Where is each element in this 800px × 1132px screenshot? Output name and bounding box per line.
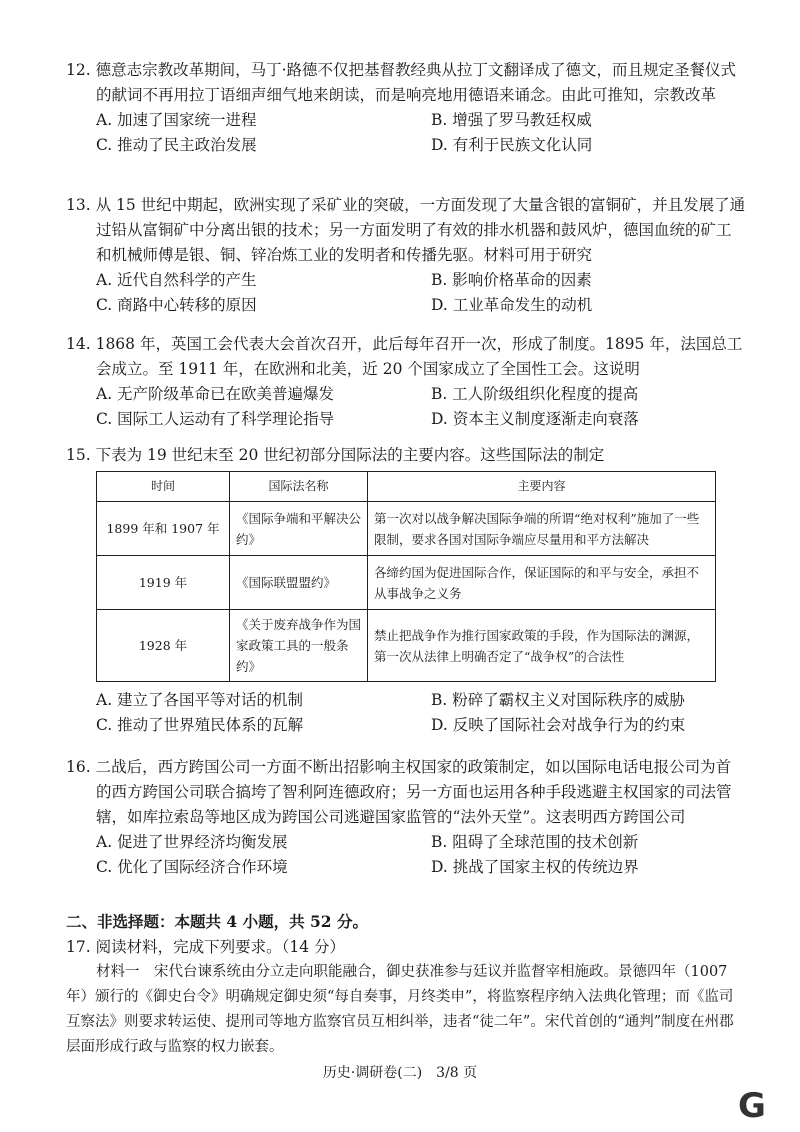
question-14 (66, 332, 746, 432)
question-15-options (66, 688, 746, 738)
option-b[interactable]: B. 阻碍了全球范围的技术创新 (431, 833, 639, 851)
question-16-options (66, 830, 746, 880)
question-14-options (66, 382, 746, 432)
question-16 (66, 755, 746, 880)
table-cell: 《国际争端和平解决公约》 (230, 502, 368, 556)
column-header: 国际法名称 (230, 472, 368, 502)
question-13-stem: 13. 从 15 世纪中期起，欧洲实现了采矿业的突破，一方面发现了大量含银的富铜矿，并且发展了通过铅从富铜矿中分离出银的技术；另一方面发明了有效的排水机器和鼓风炉，德国血统的矿工和机械师傅是银、铜、锌冶炼工业的发明者和传播先驱。材料可用于研究 (66, 196, 746, 264)
option-a[interactable]: A. 建立了各国平等对话的机制 (96, 691, 304, 709)
section-heading: 二、非选择题：本题共 4 小题，共 52 分。 (66, 912, 368, 931)
option-c[interactable]: C. 国际工人运动有了科学理论指导 (96, 410, 335, 428)
option-a[interactable]: A. 近代自然科学的产生 (96, 271, 257, 289)
question-15-options-block (66, 688, 746, 738)
option-c[interactable]: C. 推动了世界殖民体系的瓦解 (96, 716, 304, 734)
option-a[interactable]: A. 促进了世界经济均衡发展 (96, 833, 288, 851)
international-law-table (96, 471, 716, 682)
question-13-options (66, 268, 746, 318)
table-cell: 第一次对以战争解决国际争端的所谓“绝对权利”施加了一些限制，要求各国对国际争端应尽量用和平方法解决 (368, 502, 716, 556)
option-d[interactable]: D. 资本主义制度逐渐走向衰落 (431, 410, 639, 428)
option-d[interactable]: D. 有利于民族文化认同 (431, 136, 593, 154)
table-cell: 各缔约国为促进国际合作，保证国际的和平与安全，承担不从事战争之义务 (368, 556, 716, 610)
option-c[interactable]: C. 推动了民主政治发展 (96, 136, 257, 154)
option-b[interactable]: B. 粉碎了霸权主义对国际秩序的威胁 (431, 691, 685, 709)
table-cell: 《国际联盟盟约》 (230, 556, 368, 610)
table-cell: 禁止把战争作为推行国家政策的手段，作为国际法的渊源，第一次从法律上明确否定了“战争权”的合法性 (368, 610, 716, 682)
corner-logo: G (738, 1086, 766, 1126)
table-row (97, 502, 716, 556)
page-footer: 历史·调研卷(二) 3/8 页 (322, 1065, 478, 1081)
material-one: 材料一 宋代台谏系统由分立走向职能融合，御史获准参与廷议并监督宰相施政。景德四年（1007 年）颁行的《御史台令》明确规定御史须“每自奏事，月终类申”，将监察程序纳入法典化管理；而《监司互察法》则要求转运使、提刑司等地方监察官员互相纠举，违者“徒二年”。宋代首创的“通判”制度在州郡层面形成行政与监察的权力嵌套。 (66, 964, 734, 1055)
question-12 (66, 58, 746, 158)
question-12-stem: 12. 德意志宗教改革期间，马丁·路德不仅把基督教经典从拉丁文翻译成了德文，而且规定圣餐仪式的献词不再用拉丁语细声细气地来朗读，而是响亮地用德语来诵念。由此可推知，宗教改革 (66, 61, 737, 104)
option-c[interactable]: C. 商路中心转移的原因 (96, 296, 257, 314)
option-b[interactable]: B. 工人阶级组织化程度的提高 (431, 385, 639, 403)
question-16-stem: 16. 二战后，西方跨国公司一方面不断出招影响主权国家的政策制定，如以国际电话电报公司为首的西方跨国公司联合搞垮了智利阿连德政府；另一方面也运用各种手段逃避主权国家的司法管辖，如库拉索岛等地区成为跨国公司逃避国家监管的“法外天堂”。这表明西方跨国公司 (66, 758, 732, 826)
table-cell: 《关于废弃战争作为国家政策工具的一般条约》 (230, 610, 368, 682)
table-header-row (97, 472, 716, 502)
option-c[interactable]: C. 优化了国际经济合作环境 (96, 858, 288, 876)
option-a[interactable]: A. 无产阶级革命已在欧美普遍爆发 (96, 385, 335, 403)
question-13 (66, 193, 746, 318)
table-cell: 1928 年 (97, 610, 230, 682)
table-row (97, 610, 716, 682)
question-15 (66, 443, 746, 468)
column-header: 主要内容 (368, 472, 716, 502)
option-a[interactable]: A. 加速了国家统一进程 (96, 111, 257, 129)
option-d[interactable]: D. 工业革命发生的动机 (431, 296, 593, 314)
table-cell: 1919 年 (97, 556, 230, 610)
question-12-options (66, 108, 746, 158)
question-15-stem: 15. 下表为 19 世纪末至 20 世纪初部分国际法的主要内容。这些国际法的制定 (66, 446, 605, 464)
option-d[interactable]: D. 反映了国际社会对战争行为的约束 (431, 716, 686, 734)
column-header: 时间 (97, 472, 230, 502)
question-17-title: 17. 阅读材料，完成下列要求。（14 分） (66, 938, 345, 956)
option-b[interactable]: B. 增强了罗马教廷权威 (431, 111, 592, 129)
table-row (97, 556, 716, 610)
option-d[interactable]: D. 挑战了国家主权的传统边界 (431, 858, 639, 876)
question-14-stem: 14. 1868 年，英国工会代表大会首次召开，此后每年召开一次，形成了制度。1895 年，法国总工会成立。至 1911 年，在欧洲和北美，近 20 个国家成立了全国性工会。这说明 (66, 335, 743, 378)
option-b[interactable]: B. 影响价格革命的因素 (431, 271, 592, 289)
table-cell: 1899 年和 1907 年 (97, 502, 230, 556)
